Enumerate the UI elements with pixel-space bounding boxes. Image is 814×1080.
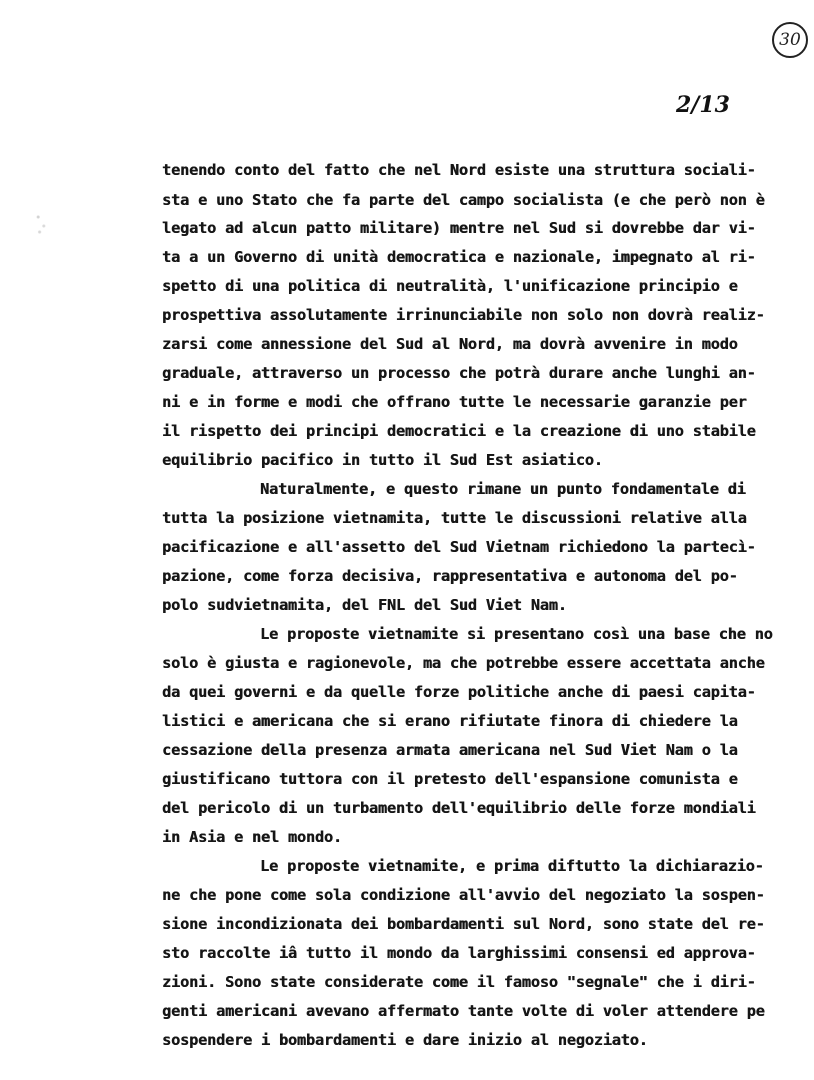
- folio-annotation: 2/13: [676, 92, 730, 118]
- text-line: listici e americana che si erano rifiutate finora di chiedere la: [162, 712, 738, 730]
- text-line: equilibrio pacifico in tutto il Sud Est asiatico.: [162, 451, 603, 469]
- text-line: pazione, come forza decisiva, rappresentativa e autonoma del po-: [162, 567, 738, 585]
- text-line: sto raccolte iâ tutto il mondo da larghissimi consensi ed approva-: [162, 944, 756, 962]
- text-line: sospendere i bombardamenti e dare inizio al negoziato.: [162, 1031, 648, 1049]
- page-number-text: 30: [779, 30, 801, 50]
- text-line: zioni. Sono state considerate come il famoso "segnale" che i diri-: [162, 973, 756, 991]
- text-line: solo è giusta e ragionevole, ma che potrebbe essere accettata anche: [162, 654, 765, 672]
- text-line: polo sudvietnamita, del FNL del Sud Viet Nam.: [162, 596, 567, 614]
- paragraph-first-line: Le proposte vietnamite si presentano così una base che no: [260, 625, 773, 643]
- text-line: ne che pone come sola condizione all'avvio del negoziato la sospen-: [162, 886, 765, 904]
- text-line: graduale, attraverso un processo che potrà durare anche lunghi an-: [162, 364, 756, 382]
- text-line: legato ad alcun patto militare) mentre nel Sud si dovrebbe dar vi-: [162, 219, 756, 237]
- text-line: zarsi come annessione del Sud al Nord, ma dovrà avvenire in modo: [162, 335, 738, 353]
- text-line: spetto di una politica di neutralità, l'unificazione principio e: [162, 277, 738, 295]
- text-line: da quei governi e da quelle forze politiche anche di paesi capita-: [162, 683, 756, 701]
- text-line: tutta la posizione vietnamita, tutte le discussioni relative alla: [162, 509, 747, 527]
- text-line: tenendo conto del fatto che nel Nord esiste una struttura sociali-: [162, 161, 756, 179]
- text-line: in Asia e nel mondo.: [162, 828, 342, 846]
- text-line: del pericolo di un turbamento dell'equilibrio delle forze mondiali: [162, 799, 756, 817]
- paragraph-first-line: Le proposte vietnamite, e prima diftutto la dichiarazio-: [260, 857, 764, 875]
- text-line: cessazione della presenza armata americana nel Sud Viet Nam o la: [162, 741, 738, 759]
- text-line: ta a un Governo di unità democratica e nazionale, impegnato al ri-: [162, 248, 756, 266]
- text-line: sta e uno Stato che fa parte del campo socialista (e che però non è: [162, 191, 765, 209]
- text-line: pacificazione e all'assetto del Sud Vietnam richiedono la partecì-: [162, 538, 756, 556]
- text-line: il rispetto dei principi democratici e la creazione di uno stabile: [162, 422, 756, 440]
- text-line: prospettiva assolutamente irrinunciabile non solo non dovrà realiz-: [162, 306, 765, 324]
- text-line: genti americani avevano affermato tante volte di voler attendere pe: [162, 1002, 765, 1020]
- paragraph-first-line: Naturalmente, e questo rimane un punto fondamentale di: [260, 480, 746, 498]
- text-line: giustificano tuttora con il pretesto dell'espansione comunista e: [162, 770, 738, 788]
- text-line: sione incondizionata dei bombardamenti sul Nord, sono state del re-: [162, 915, 765, 933]
- text-line: ni e in forme e modi che offrano tutte le necessarie garanzie per: [162, 393, 747, 411]
